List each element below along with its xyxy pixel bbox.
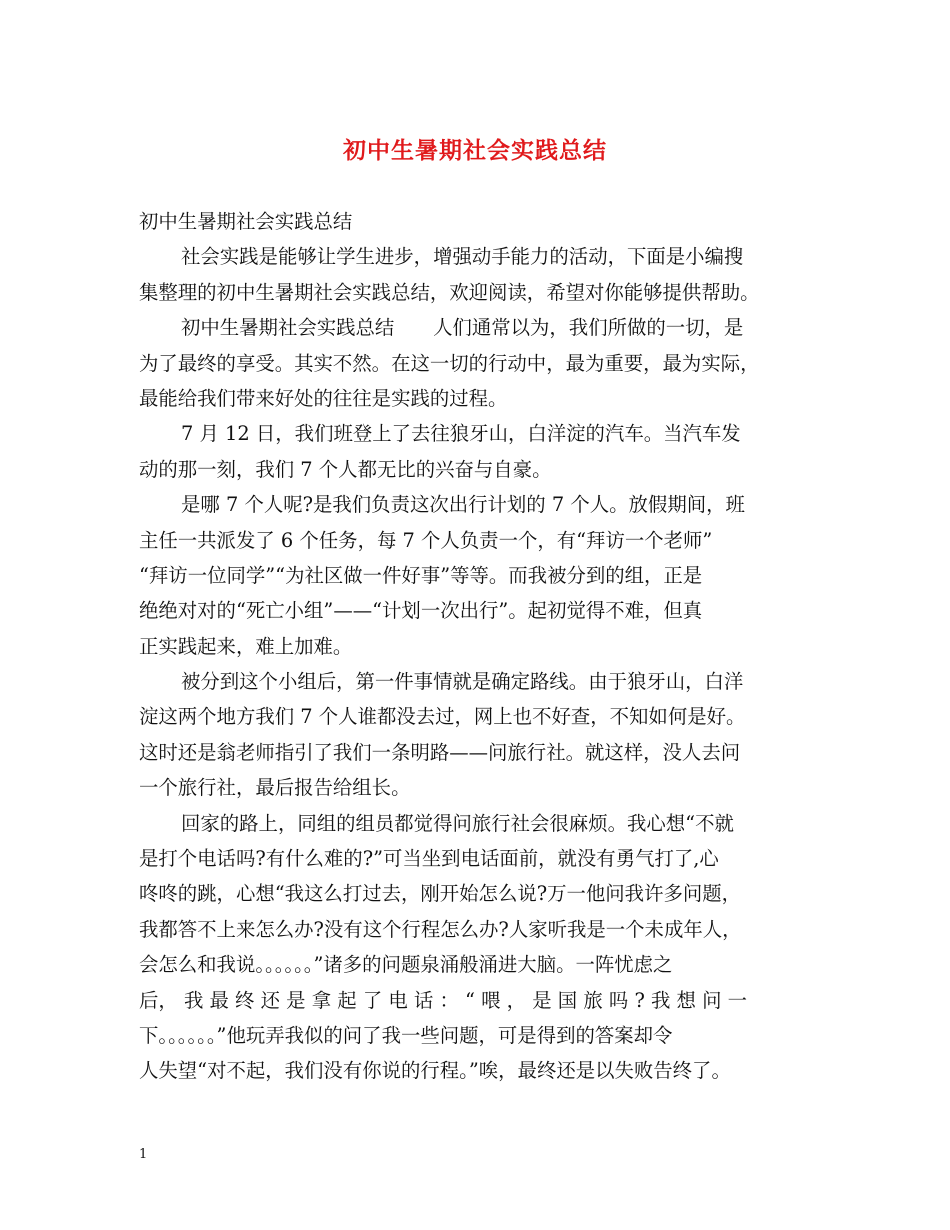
- text-line: 7 月 12 日，我们班登上了去往狼牙山，白洋淀的汽车。当汽车发: [181, 422, 741, 446]
- text-line: 我都答不上来怎么办?没有这个行程怎么办?人家听我是一个未成年人，: [139, 917, 742, 941]
- text-line: 正实践起来，难上加难。: [139, 634, 353, 658]
- text-line: 人失望“对不起，我们没有你说的行程。”唉，最终还是以失败告终了。: [139, 1059, 731, 1083]
- text-line: 初中生暑期社会实践总结: [139, 210, 353, 233]
- text-line: 咚咚的跳，心想“我这么打过去，刚开始怎么说?万一他问我许多问题，: [139, 882, 742, 906]
- text-line: 这时还是翁老师指引了我们一条明路——问旅行社。就这样，没人去问: [139, 740, 741, 764]
- text-line: “拜访一位同学”“为社区做一件好事”等等。而我被分到的组，正是: [139, 563, 703, 587]
- text-line: 社会实践是能够让学生进步，增强动手能力的活动，下面是小编搜: [181, 245, 744, 269]
- text-line: 集整理的初中生暑期社会实践总结，欢迎阅读，希望对你能够提供帮助。: [139, 280, 760, 304]
- text-line: 绝绝对对的“死亡小组”——“计划一次出行”。起初觉得不难，但真: [139, 599, 703, 623]
- page-number: 1: [139, 1147, 148, 1162]
- text-line: 动的那一刻，我们 7 个人都无比的兴奋与自豪。: [139, 457, 552, 481]
- text-line: 会怎么和我说。。。。。。”诸多的问题泉涌般涌进大脑。一阵忧虑之: [139, 953, 673, 977]
- text-line: 淀这两个地方我们 7 个人谁都没去过，网上也不好查，不知如何是好。: [139, 705, 746, 729]
- text-line: 被分到这个小组后，第一件事情就是确定路线。由于狼牙山，白洋: [181, 670, 744, 694]
- document-body: [139, 204, 819, 1089]
- text-line: 主任一共派发了 6 个任务，每 7 个人负责一个，有“拜访一个老师”: [139, 528, 713, 552]
- text-line: 回家的路上，同组的组员都觉得问旅行社会很麻烦。我心想“不就: [181, 811, 734, 835]
- text-line: 初中生暑期社会实践总结 人们通常以为，我们所做的一切，是: [181, 316, 744, 340]
- document-title: 初中生暑期社会实践总结: [343, 137, 607, 164]
- text-line: 一个旅行社，最后报告给组长。: [139, 776, 411, 800]
- text-line: 最能给我们带来好处的往往是实践的过程。: [139, 386, 508, 410]
- text-line: 是打个电话吗?有什么难的?”可当坐到电话面前，就没有勇气打了,心: [139, 847, 719, 871]
- text-line: 下。。。。。。”他玩弄我似的问了我一些问题，可是得到的答案却令: [139, 1023, 673, 1047]
- text-line: 是哪 7 个人呢?是我们负责这次出行计划的 7 个人。放假期间，班: [181, 493, 745, 517]
- text-line: 后， 我 最 终 还 是 拿 起 了 电 话 ： “ 喂 ， 是 国 旅 吗 ? 我 想 问 一: [139, 988, 748, 1012]
- text-line: 为了最终的享受。其实不然。在这一切的行动中，最为重要，最为实际，: [139, 351, 760, 375]
